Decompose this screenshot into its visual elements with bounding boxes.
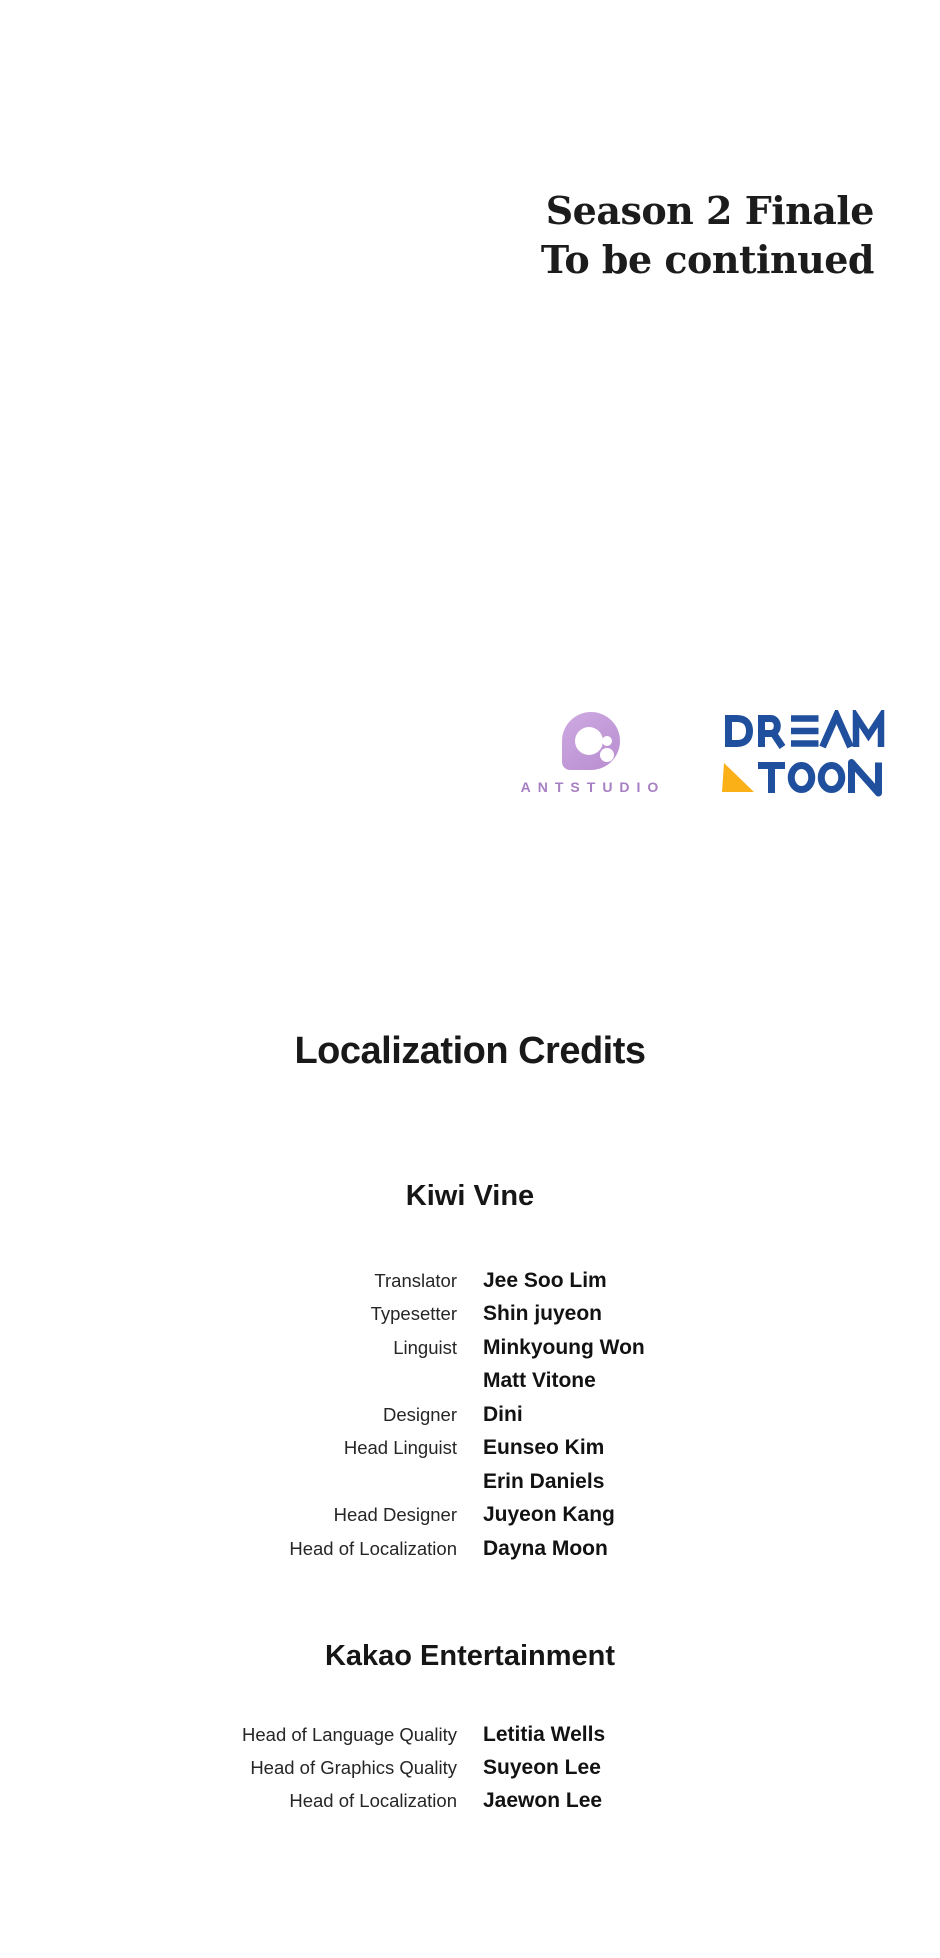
credit-name: Jaewon Lee	[483, 1789, 603, 1812]
season-finale-text	[541, 186, 874, 284]
dreamtoon-triangle-icon	[722, 763, 754, 792]
credit-role: Translator	[374, 1270, 457, 1291]
antstudio-bubble-small	[602, 736, 612, 746]
credit-row	[0, 1297, 940, 1330]
credit-row	[0, 1532, 940, 1565]
credit-name: Dini	[483, 1402, 523, 1426]
credit-name: Matt Vitone	[483, 1369, 596, 1393]
dreamtoon-letter-n	[852, 763, 879, 794]
credit-name: Jee Soo Lim	[483, 1269, 607, 1292]
credit-row	[0, 1751, 940, 1784]
dreamtoon-letter-t	[758, 766, 785, 794]
dreamtoon-letter-d	[729, 719, 750, 744]
credit-row	[0, 1431, 940, 1464]
credit-role: Head Linguist	[343, 1437, 457, 1459]
credit-name: Minkyoung Won	[483, 1335, 645, 1359]
dreamtoon-letter-m	[856, 717, 881, 748]
season-finale-line2: To be continued	[540, 237, 874, 282]
credit-role: Linguist	[393, 1336, 457, 1358]
section-heading-kakao-entertainment: Kakao Entertainment	[324, 1640, 616, 1672]
antstudio-blob-icon	[562, 712, 620, 770]
credit-row	[0, 1264, 940, 1297]
season-finale-line1: Season 2 Finale	[545, 188, 874, 233]
credit-row	[0, 1398, 940, 1431]
antstudio-bubble-medium	[600, 748, 614, 762]
credit-table-kakao	[0, 1718, 940, 1817]
dreamtoon-letter-r-leg	[774, 734, 783, 748]
dreamtoon-letter-o2	[821, 766, 842, 790]
credit-row	[0, 1331, 940, 1364]
dreamtoon-letter-e	[791, 719, 819, 744]
credit-row	[0, 1498, 940, 1531]
dreamtoon-letter-o1	[791, 766, 812, 790]
credit-role: Typesetter	[370, 1303, 457, 1325]
localization-credits-title: Localization Credits	[294, 1030, 646, 1072]
dreamtoon-logo	[718, 710, 890, 798]
credit-table-kiwi-vine	[0, 1264, 940, 1565]
credit-row	[0, 1784, 940, 1817]
credit-name: Shin juyeon	[483, 1302, 603, 1326]
credit-row	[0, 1364, 940, 1397]
section-heading-kiwi-vine: Kiwi Vine	[405, 1180, 535, 1212]
credit-role: Head of Graphics Quality	[250, 1757, 457, 1778]
credit-name: Suyeon Lee	[483, 1756, 601, 1779]
credit-row	[0, 1718, 940, 1751]
credit-role: Head Designer	[333, 1504, 457, 1526]
credit-role: Head of Localization	[289, 1537, 457, 1559]
credit-role: Head of Localization	[289, 1790, 457, 1811]
credit-name: Eunseo Kim	[483, 1436, 605, 1460]
antstudio-bubble-large	[575, 727, 603, 755]
credit-row	[0, 1465, 940, 1498]
credit-name: Erin Daniels	[483, 1469, 605, 1493]
dreamtoon-letter-a	[823, 716, 851, 748]
credit-name: Dayna Moon	[483, 1536, 608, 1560]
credit-role: Head of Language Quality	[242, 1724, 457, 1745]
credit-name: Letitia Wells	[483, 1723, 606, 1746]
credit-name: Juyeon Kang	[483, 1503, 615, 1527]
antstudio-wordmark: ANTSTUDIO	[520, 779, 666, 795]
credit-role: Designer	[382, 1403, 457, 1425]
